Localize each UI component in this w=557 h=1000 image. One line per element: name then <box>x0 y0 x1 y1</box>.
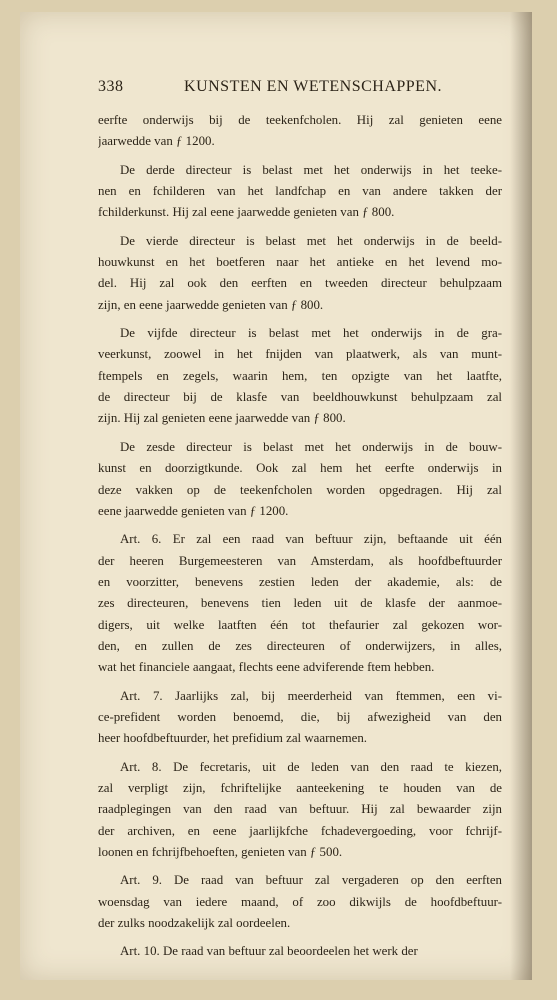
text-line: del. Hij zal ook den eerften en tweeden directeur behulpzaam <box>98 276 502 291</box>
text-line: De zesde directeur is belast met het onderwijs in de bouw- <box>120 439 502 454</box>
text-line: Art. 8. De fecretaris, uit de leden van den raad te kiezen, <box>120 759 502 774</box>
paragraph <box>98 231 502 316</box>
paragraph <box>98 941 502 962</box>
paragraph-gap <box>98 934 502 941</box>
text-line: de directeur bij de klasfe van beeldhouwkunst behulpzaam zal <box>98 390 502 405</box>
text-line: Art. 7. Jaarlijks zal, bij meerderheid van ftemmen, een vi- <box>120 688 502 703</box>
text-line: nen en fchilderen van het landfchap en van andere takken der <box>98 184 502 199</box>
text-line: den, en zullen de zes directeuren of onderwijzers, in alles, <box>98 638 502 653</box>
paragraph <box>98 529 502 678</box>
paragraph <box>98 437 502 522</box>
text-line: wat het financiele aangaat, flechts eene adviferende ftem hebben. <box>98 660 435 675</box>
text-line: zes directeuren, benevens tien leden uit de klasfe der aanmoe- <box>98 596 502 611</box>
text-line: ftempels en zegels, waarin hem, ten opzigte van het laatfte, <box>98 368 502 383</box>
text-line: ce-prefident worden benoemd, die, bij afwezigheid van den <box>98 709 502 724</box>
text-line: zijn. Hij zal genieten eene jaarwedde van ƒ 800. <box>98 411 346 426</box>
text-line: Art. 9. De raad van beftuur zal vergaderen op den eerften <box>120 873 502 888</box>
text-line: De vierde directeur is belast met het onderwijs in de beeld- <box>120 233 502 248</box>
paragraph <box>98 870 502 934</box>
page-number: 338 <box>98 78 124 95</box>
paragraph <box>98 686 502 750</box>
text-line: kunst en doorzigtkunde. Ook zal hem het eerfte onderwijs in <box>98 461 502 476</box>
text-line: zal verpligt zijn, fchriftelijke aanteekening te houden van de <box>98 780 502 795</box>
paragraph-gap <box>98 863 502 870</box>
spine-shadow <box>510 12 532 980</box>
text-line: der archiven, en eene jaarlijkfche fchadevergoeding, voor fchrijf- <box>98 823 502 838</box>
text-line: loonen en fchrijfbehoeften, genieten van ƒ 500. <box>98 845 343 859</box>
text-line: digers, uit welke laatften één tot thefaurier zal gekozen wor- <box>98 617 502 632</box>
text-line: veerkunst, zoowel in het fnijden van plaatwerk, als van munt- <box>98 347 502 362</box>
text-line: Art. 10. De raad van beftuur zal beoordeelen het werk der <box>120 944 418 959</box>
paragraph-gap <box>98 750 502 757</box>
paragraph-gap <box>98 316 502 323</box>
text-line: der heeren Burgemeesteren van Amsterdam, als hoofdbeftuurder <box>98 553 502 568</box>
paragraph-gap <box>98 224 502 231</box>
text-line: Art. 6. Er zal een raad van beftuur zijn, beftaande uit één <box>120 532 502 547</box>
text-line: eerfte onderwijs bij de teekenfcholen. Hij zal genieten eene <box>98 113 502 127</box>
text-line: woensdag van iedere maand, of zoo dikwijls de hoofdbeftuur- <box>98 894 502 909</box>
text-line: De vijfde directeur is belast met het onderwijs in de gra- <box>120 326 502 341</box>
paragraph <box>98 757 502 864</box>
text-line: en voorzitter, benevens zestien leden der akademie, als: de <box>98 574 502 589</box>
text-line: raadplegingen van den raad van beftuur. Hij zal bewaarder zijn <box>98 802 502 817</box>
text-line: jaarwedde van ƒ 1200. <box>98 134 215 149</box>
paragraph-gap <box>98 522 502 529</box>
paragraph <box>98 323 502 430</box>
text-line: deze vakken op de teekenfcholen worden opgedragen. Hij zal <box>98 482 502 497</box>
paragraph <box>98 160 502 224</box>
paragraph-gap <box>98 153 502 160</box>
text-line: der zulks noodzakelijk zal oordeelen. <box>98 916 291 931</box>
text-line: heer hoofdbeftuurder, het prefidium zal waarnemen. <box>98 731 367 746</box>
text-line: zijn, en eene jaarwedde genieten van ƒ 800. <box>98 297 324 312</box>
running-title: KUNSTEN EN WETENSCHAPPEN. <box>184 78 442 95</box>
text-line: houwkunst en het boetferen naar het antieke en het levend mo- <box>98 255 502 270</box>
body-text <box>98 110 502 963</box>
text-line: eene jaarwedde genieten van ƒ 1200. <box>98 503 289 518</box>
paragraph <box>98 110 502 153</box>
paragraph-gap <box>98 679 502 686</box>
running-header <box>98 78 442 96</box>
paragraph-gap <box>98 430 502 437</box>
text-line: fchilderkunst. Hij zal eene jaarwedde genieten van ƒ 800. <box>98 205 395 220</box>
text-line: De derde directeur is belast met het onderwijs in het teeke- <box>120 162 502 177</box>
